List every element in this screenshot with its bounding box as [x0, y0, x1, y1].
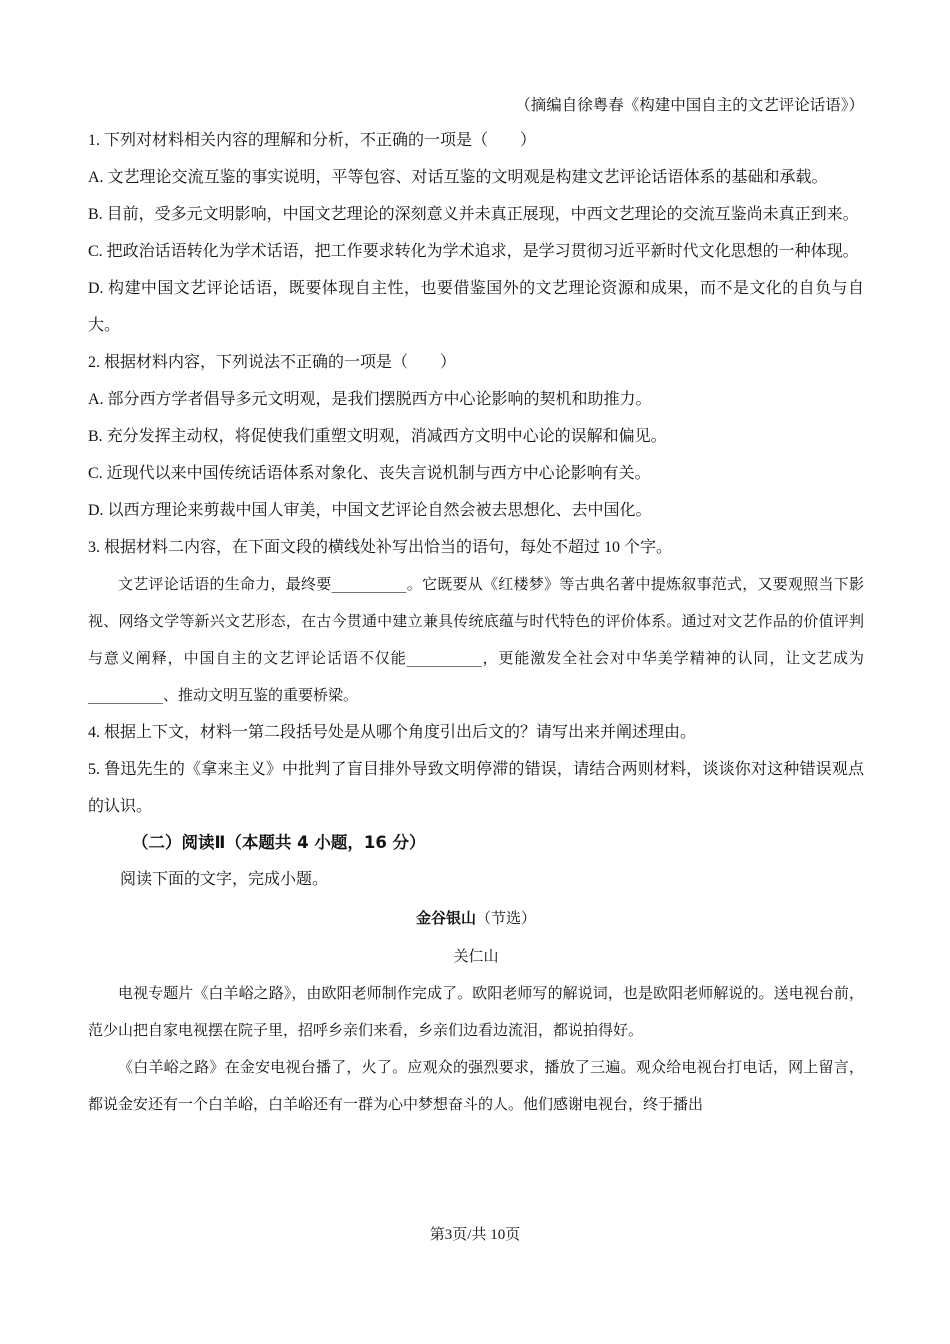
question-2-option-b: B. 充分发挥主动权，将促使我们重塑文明观，消减西方文明中心论的误解和偏见。: [88, 428, 667, 445]
section-heading: （二）阅读Ⅱ（本题共 4 小题，16 分）: [132, 833, 426, 852]
section-instruction: 阅读下面的文字，完成小题。: [120, 871, 329, 888]
article-title-note: （节选）: [476, 909, 537, 927]
question-4-stem: 4. 根据上下文，材料一第二段括号处是从哪个角度引出后文的？请写出来并阐述理由。: [88, 724, 697, 741]
question-2-stem: 2. 根据材料内容，下列说法不正确的一项是（ ）: [88, 354, 457, 371]
question-3: [88, 529, 864, 714]
article-paragraph-1: 电视专题片《白羊峪之路》，由欧阳老师制作完成了。欧阳老师写的解说词，也是欧阳老师解说的。送电视台前，范少山把自家电视摆在院子里，招呼乡亲们来看，乡亲们边看边流泪，都说拍得好。: [88, 984, 864, 1039]
article-title: [88, 899, 864, 937]
page-content: [88, 94, 864, 1123]
question-1: [88, 122, 864, 344]
reading-section-2: [88, 825, 864, 1123]
article-title-main: 金谷银山: [415, 909, 476, 927]
page-number: 第3页/共 10页: [429, 1227, 521, 1243]
question-1-option-a: A. 文艺理论交流互鉴的事实说明，平等包容、对话互鉴的文明观是构建文艺评论话语体系的基础和承载。: [88, 169, 828, 186]
article-author: 关仁山: [453, 947, 499, 965]
article-paragraph-2: 《白羊峪之路》在金安电视台播了，火了。应观众的强烈要求，播放了三遍。观众给电视台打电话，网上留言，都说金安还有一个白羊峪，白羊峪还有一群为心中梦想奋斗的人。他们感谢电视台，终于播出: [88, 1058, 864, 1113]
question-1-option-d: D. 构建中国文艺评论话语，既要体现自主性，也要借鉴国外的文艺理论资源和成果，而不是文化的自负与自大。: [88, 280, 864, 334]
question-1-stem: 1. 下列对材料相关内容的理解和分析，不正确的一项是（ ）: [88, 132, 537, 149]
question-2-option-c: C. 近现代以来中国传统话语体系对象化、丧失言说机制与西方中心论影响有关。: [88, 465, 651, 482]
question-1-option-c: C. 把政治话语转化为学术话语，把工作要求转化为学术追求，是学习贯彻习近平新时代文化思想的一种体现。: [88, 243, 859, 260]
question-3-stem: 3. 根据材料二内容，在下面文段的横线处补写出恰当的语句，每处不超过 10 个字。: [88, 539, 673, 556]
question-3-passage: 文艺评论话语的生命力，最终要__________。它既要从《红楼梦》等古典名著中提炼叙事范式，又要观照当下影视、网络文学等新兴文艺形态，在古今贯通中建立兼具传统底蕴与时代特色的评价体系。通过对文艺作品的价值评判与意义阐释，中国自主的文艺评论话语不仅能__________，更能激发全社会对中华美学精神的认同，让文艺成为__________、推动文明互鉴的重要桥梁。: [88, 575, 864, 704]
source-citation: （摘编自徐粤春《构建中国自主的文艺评论话语》）: [515, 96, 864, 114]
question-5-stem: 5. 鲁迅先生的《拿来主义》中批判了盲目排外导致文明停滞的错误，请结合两则材料，谈谈你对这种错误观点的认识。: [88, 761, 864, 815]
question-2-option-d: D. 以西方理论来剪裁中国人审美，中国文艺评论自然会被去思想化、去中国化。: [88, 502, 652, 519]
question-1-option-b: B. 目前，受多元文明影响，中国文艺理论的深刻意义并未真正展现，中西文艺理论的交流互鉴尚未真正到来。: [88, 206, 859, 223]
question-2: [88, 344, 864, 529]
question-2-option-a: A. 部分西方学者倡导多元文明观，是我们摆脱西方中心论影响的契机和助推力。: [88, 391, 652, 408]
